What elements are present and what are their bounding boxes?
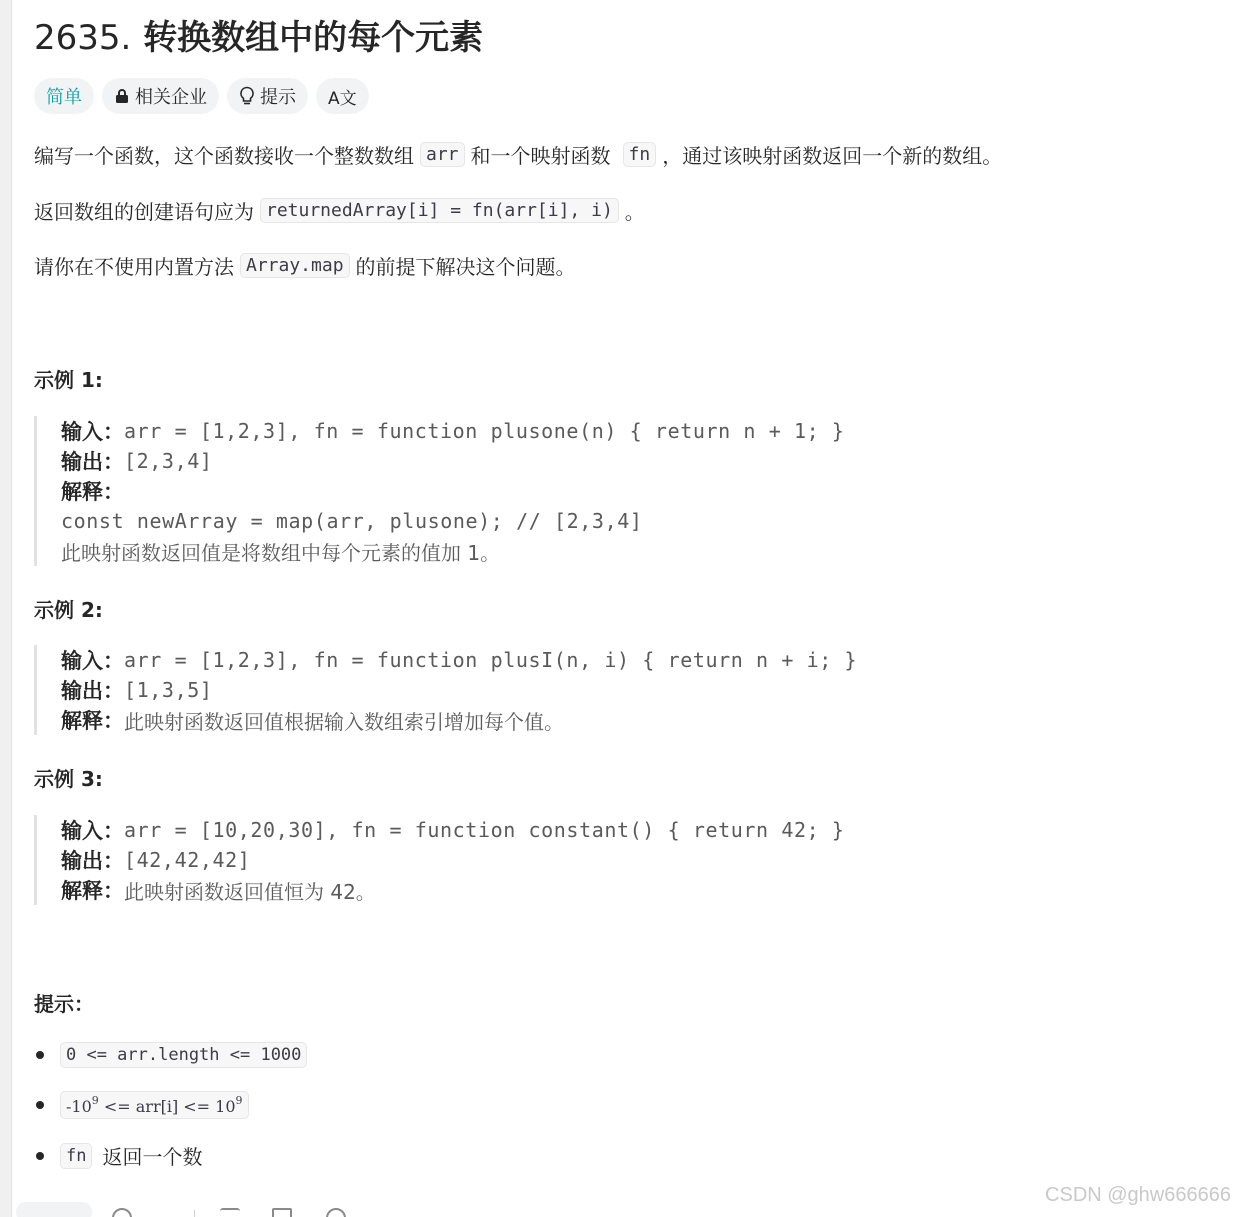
example-3-output-line [61,845,845,875]
constraint-3-code: fn [60,1143,92,1169]
lock-icon [114,88,130,104]
code-array-map: Array.map [240,253,350,278]
constraint-2-sup-1: 9 [91,1094,99,1107]
constraint-3 [34,1141,202,1170]
description-paragraph-2 [34,196,645,225]
example-1-explain-text: 此映射函数返回值是将数组中每个元素的值加 1。 [61,540,501,565]
explain-label: 解释： [61,879,124,903]
desc-p2-text-b: 。 [624,200,645,224]
example-1-input-line [61,416,845,446]
constraint-3-text: 返回一个数 [102,1145,203,1169]
output-label: 输出： [61,450,124,474]
bullet-dot [36,1101,44,1109]
explain-label: 解释： [61,709,124,733]
desc-p1-text-a: 编写一个函数，这个函数接收一个整数数组 [34,144,414,168]
desc-p2-text-a: 返回数组的创建语句应为 [34,200,254,224]
constraint-1 [34,1042,317,1068]
example-2-output-line [61,675,857,705]
output-label: 输出： [61,679,124,703]
example-1-block [34,416,845,566]
desc-p1-text-b: 和一个映射函数 [470,144,611,168]
constraints-heading: 提示： [34,992,94,1016]
desc-p3-text-b: 的前提下解决这个问题。 [355,255,576,279]
example-1-input: arr = [1,2,3], fn = function plusone(n) { return n + 1; } [124,419,845,443]
example-2-heading: 示例 2: [34,598,103,622]
constraint-2-code [60,1091,249,1119]
star-icon[interactable] [220,1208,240,1217]
hint-label: 提示 [260,87,296,108]
translate-tag[interactable] [316,78,369,114]
example-1-heading: 示例 1: [34,368,103,392]
constraint-2-part-a: -10 [66,1097,92,1116]
related-companies-tag[interactable] [102,78,219,114]
example-3-output: [42,42,42] [124,848,251,872]
example-3-explain-text: 此映射函数返回值恒为 42。 [124,879,376,904]
constraint-2-part-b: <= arr[i] <= 10 [98,1097,236,1116]
comment-icon[interactable] [112,1208,132,1217]
input-label: 输入： [61,420,124,444]
like-button[interactable] [16,1202,92,1217]
left-rail [0,0,12,1217]
input-label: 输入： [61,819,124,843]
example-1-explain-code: const newArray = map(arr, plusone); // [2,3,4] [61,509,643,533]
problem-number: 2635. [34,18,132,58]
example-2-explain-text: 此映射函数返回值根据输入数组索引增加每个值。 [124,709,564,734]
example-2-explain-line [61,705,857,735]
description-paragraph-1 [34,140,1002,169]
tag-row [34,78,369,114]
problem-title [34,10,483,59]
bottom-action-bar [16,1200,396,1217]
bullet-dot [36,1051,44,1059]
code-arr: arr [420,142,465,167]
bullet-dot [36,1152,44,1160]
example-1-explain-line [61,476,845,506]
description-paragraph-3 [34,251,576,280]
constraint-2-sup-2: 9 [235,1094,243,1107]
example-2-input: arr = [1,2,3], fn = function plusI(n, i) { return n + i; } [124,648,858,672]
translate-icon: A文 [328,88,357,109]
example-2-block [34,645,857,735]
watermark: CSDN @ghw666666 [1045,1184,1231,1206]
example-3-block [34,815,845,905]
example-1-explain-text-line [61,536,845,566]
code-fn: fn [623,142,657,167]
explain-label: 解释： [61,480,124,504]
constraint-2 [34,1091,249,1119]
code-returned-array: returnedArray[i] = fn(arr[i], i) [260,198,619,223]
example-3-explain-line [61,875,845,905]
related-companies-label: 相关企业 [135,87,207,108]
example-1-output-line [61,446,845,476]
desc-p3-text-a: 请你在不使用内置方法 [34,255,234,279]
divider [194,1210,195,1217]
example-2-output: [1,3,5] [124,678,213,702]
input-label: 输入： [61,649,124,673]
help-icon[interactable] [326,1208,346,1217]
constraint-1-code: 0 <= arr.length <= 1000 [60,1042,307,1068]
example-2-input-line [61,645,857,675]
example-3-heading: 示例 3: [34,767,103,791]
problem-title-text: 转换数组中的每个元素 [143,18,484,58]
desc-p1-text-c: ，通过该映射函数返回一个新的数组。 [662,144,1003,168]
difficulty-label: 简单 [46,87,82,108]
example-3-input: arr = [10,20,30], fn = function constant() { return 42; } [124,818,845,842]
hint-tag[interactable] [227,78,308,114]
example-1-output: [2,3,4] [124,449,213,473]
output-label: 输出： [61,849,124,873]
difficulty-tag[interactable] [34,78,94,114]
example-1-explain-code-line [61,506,845,536]
share-icon[interactable] [272,1208,292,1217]
example-3-input-line [61,815,845,845]
lightbulb-icon [239,86,255,106]
